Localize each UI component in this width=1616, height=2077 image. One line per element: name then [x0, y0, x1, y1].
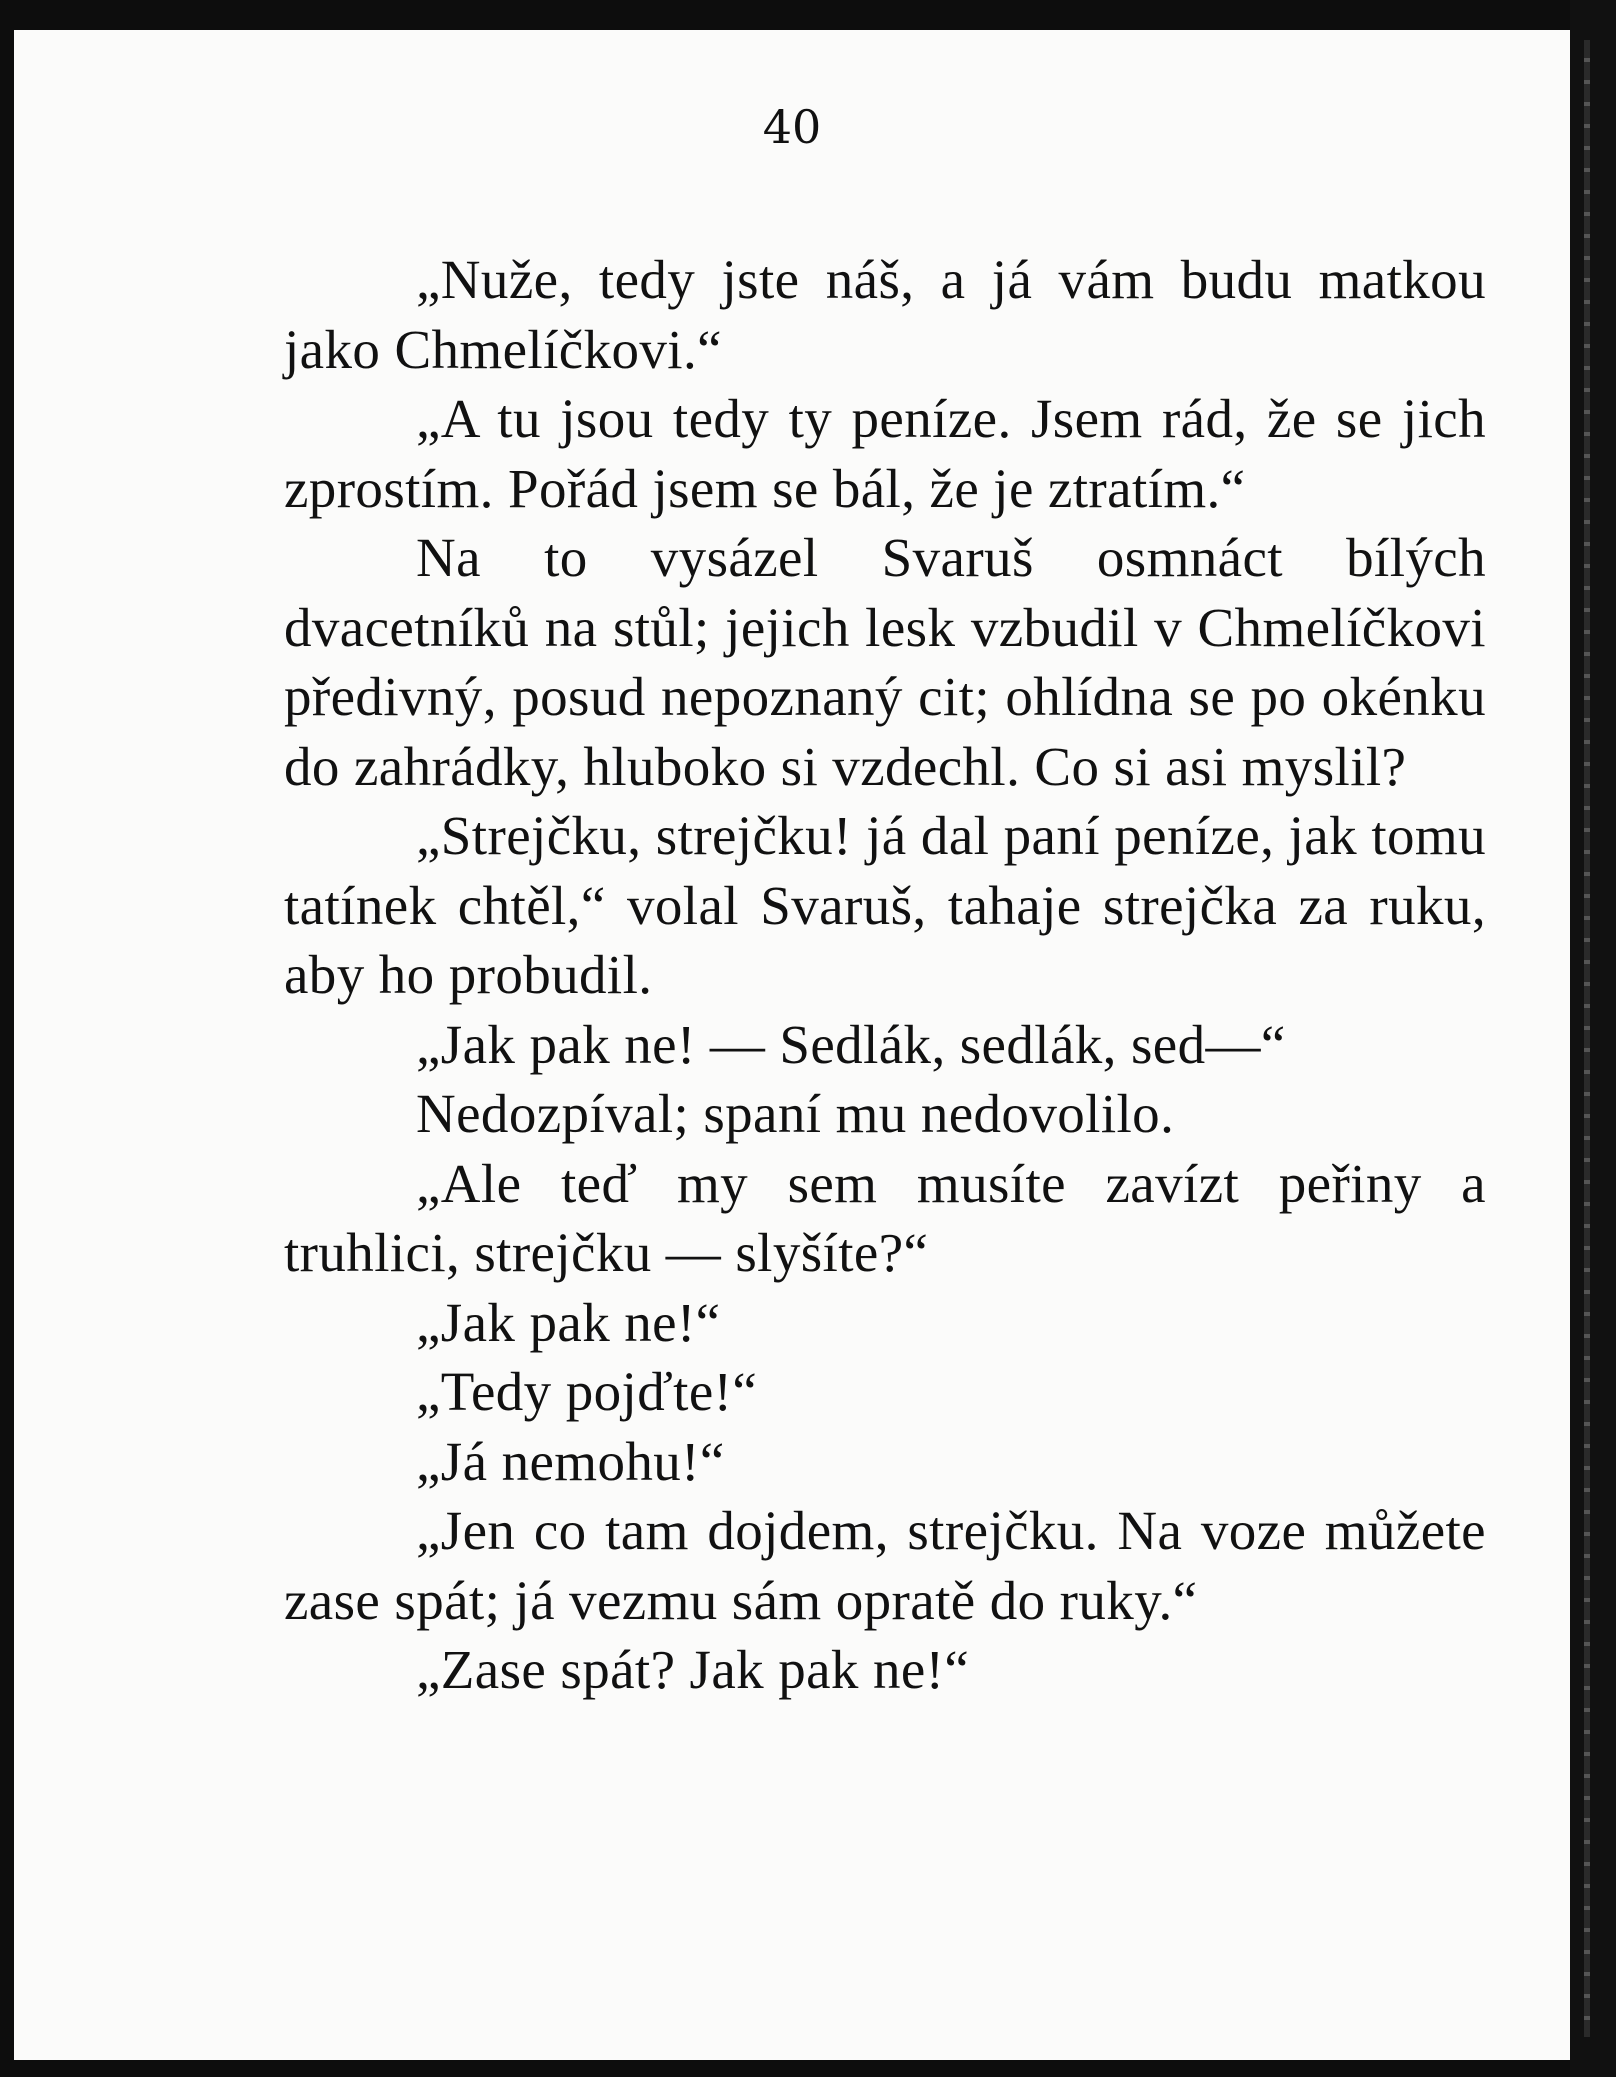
- page-number: 40: [762, 100, 822, 154]
- paragraph-3: Na to vysázel Svaruš osmnáct bílých dvacetníků na stůl; jejich lesk vzbudil v Chmelíčkovi předivný, posud nepoznaný cit; ohlídna se po okénku do zahrádky, hluboko si vzdechl. Co si asi myslil?: [284, 527, 1486, 797]
- body-text: [284, 245, 1486, 1705]
- paragraph-12: „Zase spát? Jak pak ne!“: [416, 1639, 970, 1700]
- book-binding-edge: [1570, 0, 1616, 2077]
- paragraph-9: „Tedy pojďte!“: [416, 1361, 758, 1422]
- paragraph-1: „Nuže, tedy jste náš, a já vám budu matkou jako Chmelíčkovi.“: [284, 249, 1486, 380]
- paragraph-4: „Strejčku, strejčku! já dal paní peníze, jak tomu tatínek chtěl,“ volal Svaruš, tahaje strejčka za ruku, aby ho probudil.: [284, 805, 1486, 1005]
- paragraph-5: „Jak pak ne! — Sedlák, sedlák, sed—“: [416, 1013, 1286, 1075]
- paragraph-10: „Já nemohu!“: [416, 1430, 725, 1492]
- paragraph-2: „A tu jsou tedy ty peníze. Jsem rád, že se jich zprostím. Pořád jsem se bál, že je ztratím.“: [284, 388, 1486, 519]
- paragraph-7: „Ale teď my sem musíte zavízt peřiny a truhlici, strejčku — slyšíte?“: [284, 1152, 1486, 1283]
- paragraph-6: Nedozpíval; spaní mu nedovolilo.: [416, 1083, 1175, 1144]
- book-page: [14, 30, 1570, 2060]
- paragraph-11: „Jen co tam dojdem, strejčku. Na voze můžete zase spát; já vezmu sám opratě do ruky.“: [284, 1500, 1486, 1631]
- paragraph-8: „Jak pak ne!“: [416, 1291, 721, 1353]
